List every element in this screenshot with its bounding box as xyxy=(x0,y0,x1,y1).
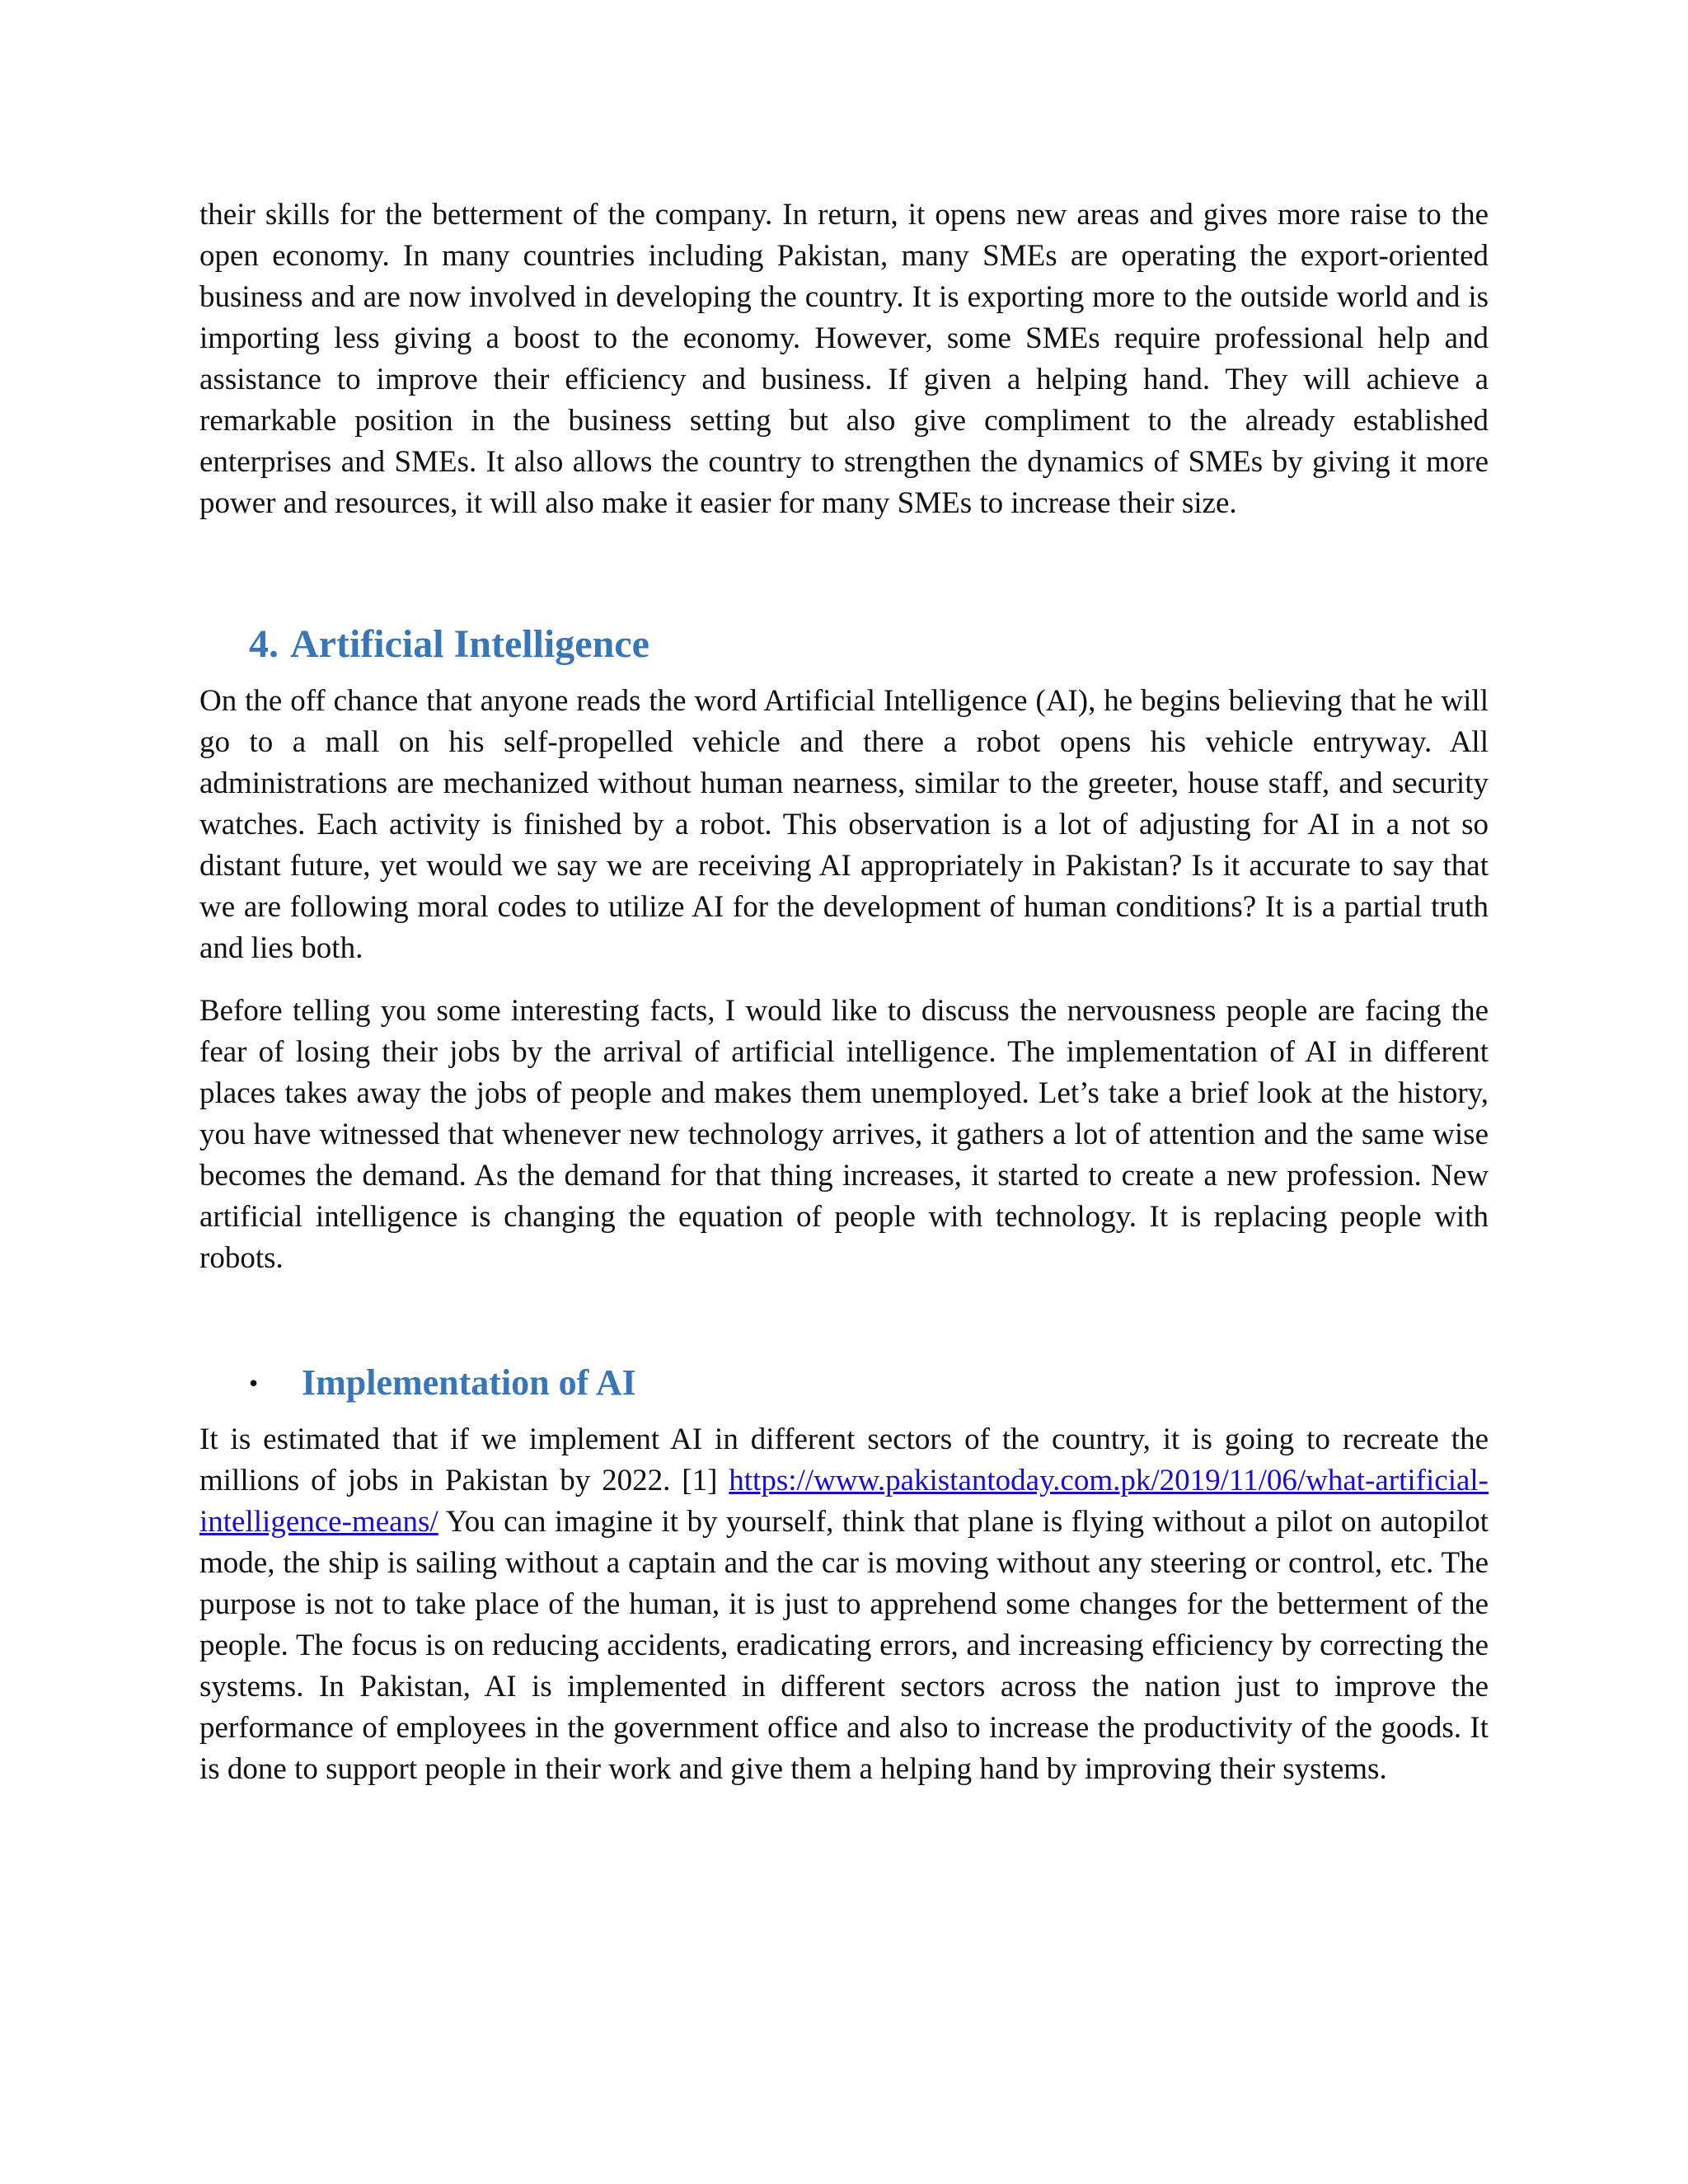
reference-link[interactable]: https://www.pakistantoday.com.pk/2019/11/06/what-artificial-intelligence-means/ xyxy=(199,1464,1489,1539)
bullet-icon: • xyxy=(249,1368,259,1398)
subsection-title: Implementation of AI xyxy=(302,1362,636,1403)
section-number: 4. xyxy=(249,622,279,666)
impl-text-before-link: It is estimated that if we implement AI in different sectors of the country, it is going to recreate the millions of jobs in Pakistan by 2022. [1] xyxy=(199,1422,1489,1497)
impl-text-after-link: You can imagine it by yourself, think that plane is flying without a pilot on autopilot mode, the ship is sailing without a captain and the car is moving without any steering or control, etc. The purpose is not to take place of the human, it is just to apprehend some changes for the betterment of the people. The focus is on reducing accidents, eradicating errors, and increasing efficiency by correcting the systems. In Pakistan, AI is implemented in different sectors across the nation just to improve the performance of employees in the government office and also to increase the productivity of the goods. It is done to support people in their work and give them a helping hand by improving their systems. xyxy=(199,1505,1489,1786)
ai-paragraph-1: On the off chance that anyone reads the word Artificial Intelligence (AI), he begins believing that he will go to a mall on his self-propelled vehicle and there a robot opens his vehicle entryway. All administrations are mechanized without human nearness, similar to the greeter, house staff, and security watches. Each activity is finished by a robot. This observation is a lot of adjusting for AI in a not so distant future, yet would we say we are receiving AI appropriately in Pakistan? Is it accurate to say that we are following moral codes to utilize AI for the development of human conditions? It is a partial truth and lies both. xyxy=(199,684,1489,965)
implementation-paragraph xyxy=(199,1419,1489,1790)
section-heading-artificial-intelligence xyxy=(199,620,1489,669)
document-page xyxy=(199,194,1489,1790)
ai-paragraph-2: Before telling you some interesting facts, I would like to discuss the nervousness people are facing the fear of losing their jobs by the arrival of artificial intelligence. The implementation of AI in different places takes away the jobs of people and makes them unemployed. Let’s take a brief look at the history, you have witnessed that whenever new technology arrives, it gathers a lot of attention and the same wise becomes the demand. As the demand for that thing increases, it started to create a new profession. New artificial intelligence is changing the equation of people with technology. It is replacing people with robots. xyxy=(199,994,1489,1275)
intro-paragraph: their skills for the betterment of the company. In return, it opens new areas and gives more raise to the open economy. In many countries including Pakistan, many SMEs are operating the export-oriented business and are now involved in developing the country. It is exporting more to the outside world and is importing less giving a boost to the economy. However, some SMEs require professional help and assistance to improve their efficiency and business. If given a helping hand. They will achieve a remarkable position in the business setting but also give compliment to the already established enterprises and SMEs. It also allows the country to strengthen the dynamics of SMEs by giving it more power and resources, it will also make it easier for many SMEs to increase their size. xyxy=(199,198,1489,520)
section-title: Artificial Intelligence xyxy=(290,622,649,666)
subsection-heading-implementation xyxy=(199,1360,1489,1406)
